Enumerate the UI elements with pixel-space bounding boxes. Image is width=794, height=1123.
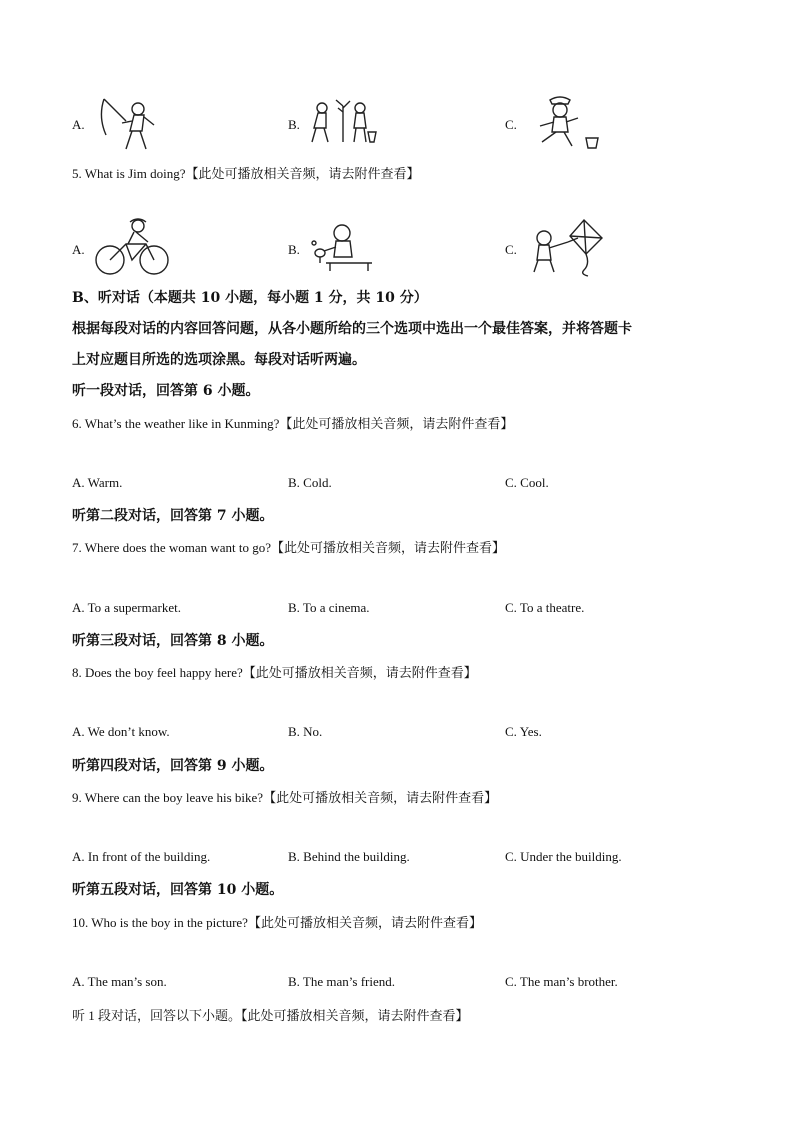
kids-planting-tree-icon — [308, 98, 378, 144]
option-b: B. To a cinema. — [288, 600, 370, 615]
picture-option-a-label: A. — [72, 242, 85, 257]
section-b-heading: B、听对话（本题共 10 小题，每小题 1 分，共 10 分） — [72, 290, 428, 306]
question-8: 8. Does the boy feel happy here?【此处可播放相关音频，请去附件查看】 — [72, 665, 477, 680]
option-a: A. We don’t know. — [72, 724, 170, 739]
picture-option-c-label: C. — [505, 242, 517, 257]
section-b-instruction-line-1: 根据每段对话的内容回答问题，从各小题所给的三个选项中选出一个最佳答案，并将答题卡 — [72, 321, 632, 337]
boy-playing-table-tennis-icon — [306, 221, 376, 273]
group-heading: 听第二段对话，回答第 7 小题。 — [72, 508, 274, 524]
option-c: C. The man’s brother. — [505, 974, 618, 989]
picture-option-b-label: B. — [288, 117, 300, 132]
question-9: 9. Where can the boy leave his bike?【此处可播放相关音频，请去附件查看】 — [72, 790, 498, 805]
option-c: C. Under the building. — [505, 849, 622, 864]
option-a: A. Warm. — [72, 475, 123, 490]
group-heading: 听第五段对话，回答第 10 小题。 — [72, 882, 284, 898]
picture-option-b-label: B. — [288, 242, 300, 257]
question-5: 5. What is Jim doing?【此处可播放相关音频，请去附件查看】 — [72, 166, 420, 181]
man-casting-fishing-rod-icon — [96, 97, 160, 151]
option-b: B. Cold. — [288, 475, 332, 490]
footer-instruction: 听 1 段对话，回答以下小题。【此处可播放相关音频，请去附件查看】 — [72, 1008, 469, 1023]
picture-option-a-label: A. — [72, 117, 85, 132]
picture-option-c-label: C. — [505, 117, 517, 132]
group-heading: 听第三段对话，回答第 8 小题。 — [72, 633, 274, 649]
person-riding-bicycle-icon — [94, 218, 170, 276]
option-b: B. Behind the building. — [288, 849, 410, 864]
question-7: 7. Where does the woman want to go?【此处可播放相关音频，请去附件查看】 — [72, 540, 506, 555]
option-b: B. The man’s friend. — [288, 974, 395, 989]
boy-kicking-bucket-icon — [528, 94, 600, 150]
option-a: A. To a supermarket. — [72, 600, 181, 615]
group-heading: 听第四段对话，回答第 9 小题。 — [72, 758, 274, 774]
option-a: A. The man’s son. — [72, 974, 167, 989]
question-10: 10. Who is the boy in the picture?【此处可播放相关音频，请去附件查看】 — [72, 915, 482, 930]
group-heading: 听一段对话，回答第 6 小题。 — [72, 383, 260, 399]
option-c: C. Yes. — [505, 724, 542, 739]
kid-flying-kite-icon — [528, 218, 608, 278]
option-c: C. Cool. — [505, 475, 549, 490]
option-c: C. To a theatre. — [505, 600, 585, 615]
question-6: 6. What’s the weather like in Kunming?【此处可播放相关音频，请去附件查看】 — [72, 416, 514, 431]
option-b: B. No. — [288, 724, 323, 739]
section-b-instruction-line-2: 上对应题目所选的选项涂黑。每段对话听两遍。 — [72, 352, 366, 368]
option-a: A. In front of the building. — [72, 849, 211, 864]
